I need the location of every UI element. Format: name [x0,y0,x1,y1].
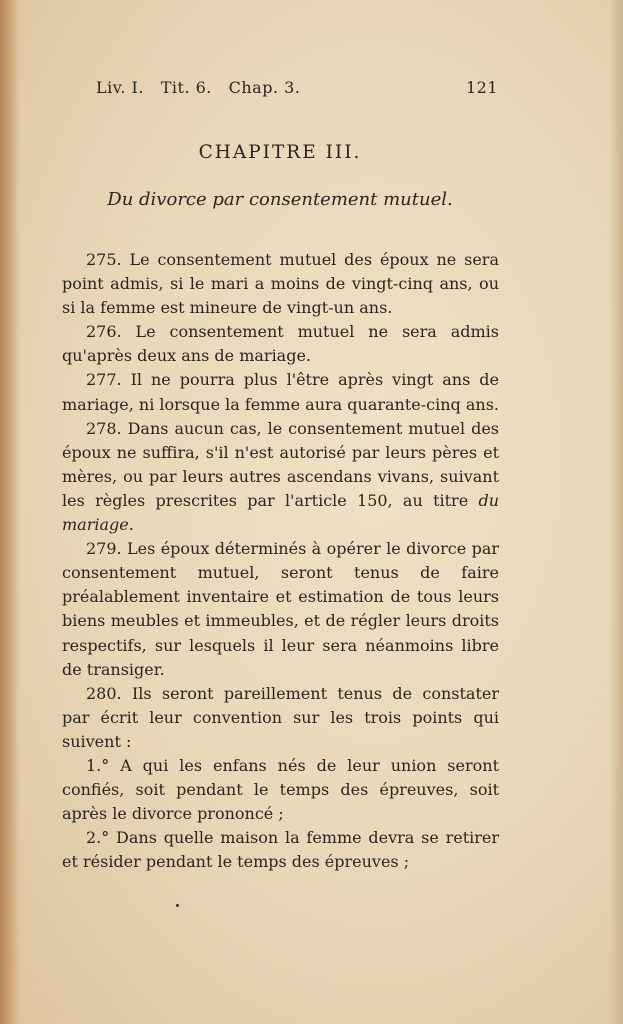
ink-speck [176,904,179,907]
chapter-title: CHAPITRE III. [198,142,362,163]
body-text [62,248,499,874]
article-278-italic: du mariage [62,490,499,535]
article-279: 279. Les époux déterminés à opérer le divorce par consentement mutuel, seront tenus de faire préalablement inventaire et estimation de tous leurs biens meubles et immeubles, et de régler leurs droits respectifs, sur lesquels il leur sera néanmoins libre de transiger. [62,539,499,679]
article-278 [62,417,499,537]
article-278-end: . [128,515,134,535]
article-275: 275. Le consentement mutuel des époux ne sera point admis, si le mari a moins de vingt-cinq ans, ou si la femme est mineure de vingt-un ans. [62,250,499,318]
article-278-text: 278. Dans aucun cas, le consentement mutuel des époux ne suffira, s'il n'est autorisé par leurs pères et mères, ou par leurs autres ascendans vivans, suivant les règles prescrites par l'article 150, au titre [62,418,499,510]
chapter-subtitle: Du divorce par consentement mutuel. [107,189,453,210]
article-276: 276. Le consentement mutuel ne sera admis qu'après deux ans de mariage. [62,322,499,366]
page-number: 121 [465,78,498,97]
article-280-item-2: 2.° Dans quelle maison la femme devra se retirer et résider pendant le temps des épreuves ; [62,828,499,872]
page-outer-edge [609,0,623,1024]
article-277: 277. Il ne pourra plus l'être après vingt ans de mariage, ni lorsque la femme aura quarante-cinq ans. [62,370,499,414]
running-head: Liv. I. Tit. 6. Chap. 3. [96,78,301,97]
article-280: 280. Ils seront pareillement tenus de constater par écrit leur convention sur les trois points qui suivent : [62,683,499,751]
running-header [96,78,498,97]
article-280-item-1: 1.° A qui les enfans nés de leur union seront confiés, soit pendant le temps des épreuves, soit après le divorce prononcé ; [62,755,499,824]
